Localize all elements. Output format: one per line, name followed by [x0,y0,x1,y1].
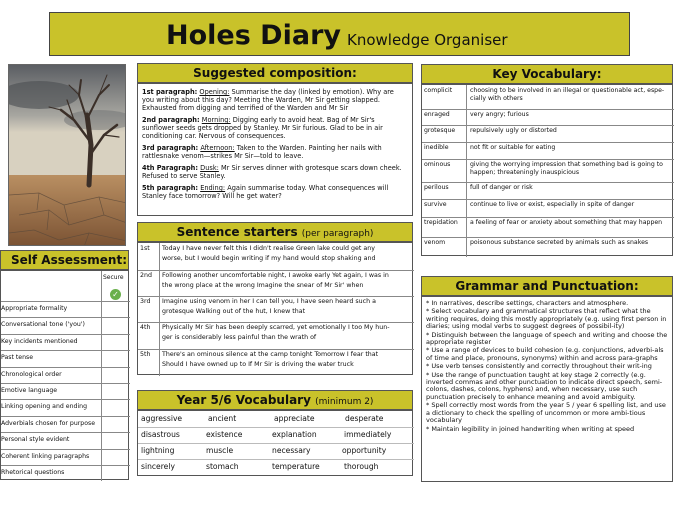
composition-paragraph-3: 3rd paragraph: Afternoon: Taken to the Warden. Painting her nails with rattlesnake venom—strikes Mr Sir—told to leave. [142,144,382,160]
table-row: Adverbials chosen for purpose [1,416,130,433]
table-row: aggressive ancient appreciate desperate [138,411,414,428]
composition-paragraph-2: 2nd paragraph: Morning: Digging early to avoid heat. Bag of Mr Sir's sunflower seeds gets dropped by Stanley. Mr Sir furious. Glad to be in air conditioning car. Nervous of consequences. [142,116,383,140]
table-row: perilous full of danger or risk [422,182,674,200]
sentence-starters-table [137,242,413,375]
table-row: 4th Physically Mr Sir has been deeply scarred, yet emotionally I too My hun- ger is considerably less painful than the wrath of [138,322,414,350]
page-subtitle: Knowledge Organiser [347,31,508,49]
table-row [1,271,130,302]
composition-paragraph-5: 5th paragraph: Ending: Again summarise today. What consequences will Stanley face tomorrow? Will he get water? [142,184,389,200]
key-vocabulary-table [421,84,673,256]
dead-tree-desert-image [8,64,126,246]
page-title: Holes Diary [166,20,341,51]
grammar-punctuation-box [421,296,673,482]
composition-paragraph-1: 1st paragraph: Opening: Summarise the day (linked by emotion). Why are you writing about this day? Meeting the Warden, Mr Sir getting slapped. Exhausted from digging and terrified of the Warden and Mr Sir [142,88,394,112]
table-row: Personal style evident [1,432,130,449]
table-row: disastrous existence explanation immediately [138,427,414,444]
secure-column-label: Secure [103,274,124,281]
year56-vocabulary-box [137,410,413,476]
table-row: Rhetorical questions [1,465,130,481]
table-row: inedible not fit or suitable for eating [422,142,674,160]
table-row: 3rd Imagine using venom in her I can tell you, I have seen heard such a grotesque Walking out of the hut, I knew that [138,296,414,323]
key-vocabulary-header: Key Vocabulary: [421,64,673,84]
list-item: * Select vocabulary and grammatical structures that reflect what the writing requires, doing this mostly appropriately (e.g. using first person in diaries; using modal verbs to suggest degrees of possibil-ity) [426,307,667,331]
table-row: Chronological order [1,367,130,384]
table-row: 2nd Following another uncomfortable night, I awoke early Yet again, I was in the wrong place at the wrong Imagine the snear of Mr Sir' when [138,270,414,297]
composition-box [137,83,413,216]
self-assessment-header: Self Assessment: [0,250,129,270]
table-row: lightning muscle necessary opportunity [138,443,414,460]
title-banner [49,12,630,56]
self-assessment-table [0,270,129,480]
table-row: sincerely stomach temperature thorough [141,462,379,471]
table-row: venom poisonous substance secreted by animals such as snakes [422,237,674,257]
table-row: 1st Today I have never felt this I didn't realise Green lake could get any worse, but I would begin writing if my hand would stop shaking and [138,243,414,271]
list-item: * Spell correctly most words from the year 5 / year 6 spelling list, and use a dictionary to check the spelling of uncommon or more ambi-tious vocabulary [426,401,666,425]
table-row: ominous giving the worrying impression that something bad is going to happen; threateningly inauspicious [422,159,674,183]
sentence-starters-header: Sentence starters (per paragraph) [137,222,413,242]
list-item: * Use verb tenses consistently and correctly throughout their writ-ing [426,362,652,371]
composition-header: Suggested composition: [137,63,413,83]
list-item: * In narratives, describe settings, characters and atmosphere. [426,299,629,307]
composition-paragraph-4: 4th Paragraph: Dusk: Mr Sir serves dinner with grotesque scars down cheek. Refused to serve Stanley. [142,164,402,180]
table-row: Linking opening and ending [1,399,130,416]
table-row: 5th There's an ominous silence at the camp tonight Tomorrow I fear that Should I have owned up to If Mr Sir is driving the water truck [138,349,414,376]
table-row: trepidation a feeling of fear or anxiety about something that may happen [422,217,674,238]
list-item: * Distinguish between the language of speech and writing and choose the appropriate register [426,330,668,347]
list-item: * Use a range of devices to build cohesion (e.g. conjunctions, adverbi-als of time and place, pronouns, synonyms) within and across para-graphs [426,346,664,362]
table-row: enraged very angry; furious [422,109,674,126]
table-row: Conversational tone ('you') [1,317,130,334]
list-item: * Maintain legibility in joined handwriting when writing at speed [426,424,635,433]
grammar-punctuation-header: Grammar and Punctuation: [421,276,673,296]
tick-icon: ✓ [110,289,121,300]
table-row: grotesque repulsively ugly or distorted [422,125,674,143]
year56-vocabulary-header: Year 5/6 Vocabulary (minimum 2) [137,390,413,410]
table-row: survive continue to live or exist, especially in spite of danger [422,199,674,218]
table-row: Emotive language [1,383,130,400]
table-row: Past tense [1,350,130,367]
table-row: Key incidents mentioned [1,334,130,351]
list-item: * Use the range of punctuation taught at key stage 2 correctly (e.g. inverted commas and other punctuation to indicate direct speech, semi-colons, dashes, colons, hyphens) and, when necessary, use such punctuation precisely to enhance meaning and avoid ambiguity. [426,370,663,401]
table-row: complicit choosing to be involved in an illegal or questionable act, espe-cially with others [422,85,674,110]
table-row: Coherent linking paragraphs [1,449,130,466]
table-row: Appropriate formality [1,301,130,318]
